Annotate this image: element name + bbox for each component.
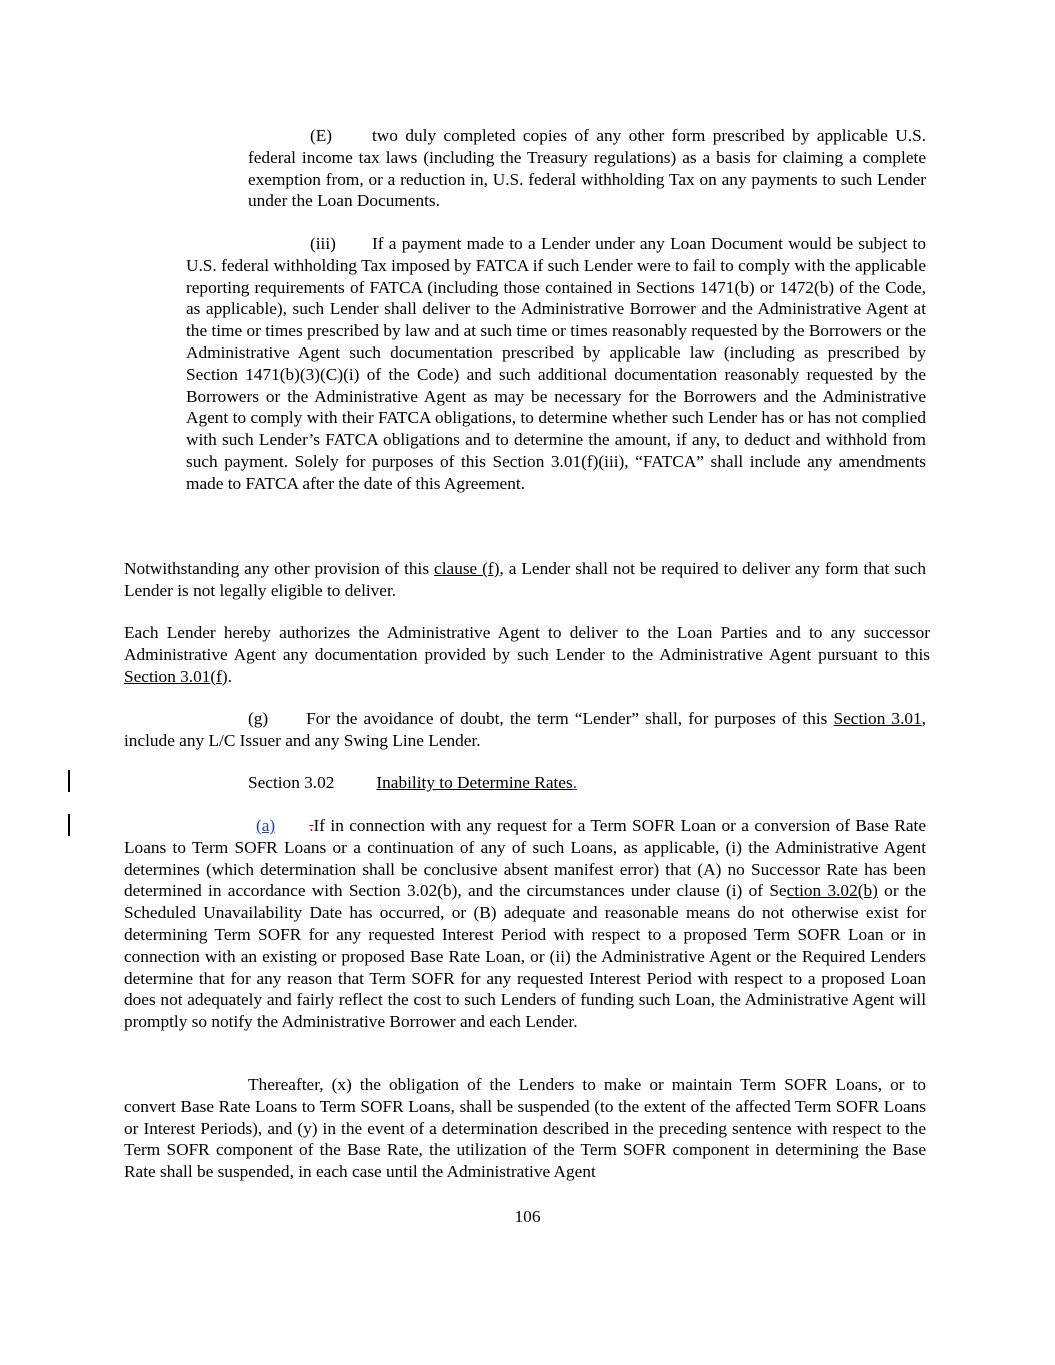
page-number: 106 bbox=[514, 1207, 541, 1226]
paragraph-e bbox=[248, 125, 926, 212]
paragraph-e-text: two duly completed copies of any other form prescribed by applicable U.S. federal income tax laws (including the Treasury regulations) as a basis for claiming a complete exemption from, or a reduction in, U.S. federal withholding Tax on any payments to such Lender under the Loan Documents. bbox=[248, 126, 926, 211]
each-lender-pre: Each Lender hereby authorizes the Administrative Agent to deliver to the Loan Parties and to any successor Administrative Agent any documentation provided by such Lender to the Administrative Agent pursuant to this bbox=[124, 623, 930, 664]
paragraph-iii bbox=[186, 233, 926, 495]
revision-bar bbox=[68, 814, 70, 836]
paragraph-notwithstanding bbox=[124, 558, 926, 602]
section-3-01-reference: Section 3.01 bbox=[833, 709, 922, 728]
paragraph-each-lender bbox=[124, 622, 930, 687]
notwithstanding-post: , a Lender shall not be required to deliver any form that such Lender is not legally eligible to deliver. bbox=[124, 559, 926, 600]
section-3-01-f-reference: Section 3.01(f) bbox=[124, 666, 228, 686]
deleted-mark: . bbox=[309, 816, 314, 835]
paragraph-iii-label: (iii) bbox=[310, 234, 336, 253]
paragraph-a-pre: If in connection with any request for a Term SOFR Loan or a conversion of Base Rate Loans to Term SOFR Loans or a continuation of any of such Loans, as applicable, (i) the Administrative Agent determines (which determination shall be conclusive absent manifest error) that (A) no Successor Rate has been determined in accordance with Section 3.02(b), and the circumstances under clause (i) of Se bbox=[124, 816, 926, 901]
paragraph-e-label: (E) bbox=[310, 126, 333, 145]
section-title-period: . bbox=[572, 773, 578, 792]
paragraph-thereafter-text: Thereafter, (x) the obligation of the Lenders to make or maintain Term SOFR Loans, or to convert Base Rate Loans to Term SOFR Loans, shall be suspended (to the extent of the affected Term SOFR Loans or Interest Periods), and (y) in the event of a determination described in the preceding sentence with respect to the Term SOFR component of the Base Rate, the utilization of the Term SOFR component in determining the Base Rate shall be suspended, in each case until the Administrative Agent bbox=[124, 1075, 926, 1182]
section-3-02-b-reference: ction 3.02(b) bbox=[786, 881, 878, 901]
section-title: Inability to Determine Rates bbox=[376, 773, 573, 792]
paragraph-thereafter bbox=[124, 1074, 926, 1183]
paragraph-iii-text: If a payment made to a Lender under any Loan Document would be subject to U.S. federal withholding Tax imposed by FATCA if such Lender were to fail to comply with the applicable reporting requirements of FATCA (including those contained in Sections 1471(b) or 1472(b) of the Code, as applicable), such Lender shall deliver to the Administrative Borrower and the Administrative Agent at the time or times prescribed by law and at such time or times reasonably requested by the Borrowers or the Administrative Agent such documentation prescribed by applicable law (including as prescribed by Section 1471(b)(3)(C)(i) of the Code) and such additional documentation reasonably requested by the Borrowers or the Administrative Agent as may be necessary for the Borrowers and the Administrative Agent to comply with their FATCA obligations, to determine whether such Lender has or has not complied with such Lender’s FATCA obligations and to determine the amount, if any, to deduct and withhold from such payment. Solely for purposes of this Section 3.01(f)(iii), “FATCA” shall include any amendments made to FATCA after the date of this Agreement. bbox=[186, 234, 926, 493]
paragraph-a-label: (a) bbox=[256, 816, 276, 835]
clause-f-reference: clause (f) bbox=[434, 559, 500, 578]
section-heading bbox=[248, 772, 848, 794]
paragraph-a-post: or the Scheduled Unavailability Date has occurred, or (B) adequate and reasonable means do not otherwise exist for determining Term SOFR for any requested Interest Period with respect to a proposed Term SOFR Loan or in connection with an existing or proposed Base Rate Loan, or (ii) the Administrative Agent or the Required Lenders determine that for any reason that Term SOFR for any requested Interest Period with respect to a proposed Loan does not adequately and fairly reflect the cost to such Lenders of funding such Loan, the Administrative Agent will promptly so notify the Administrative Borrower and each Lender. bbox=[124, 881, 926, 1032]
each-lender-post: . bbox=[227, 666, 232, 686]
paragraph-a bbox=[124, 815, 926, 1033]
section-number: Section 3.02 bbox=[248, 773, 335, 792]
revision-bar bbox=[68, 770, 70, 792]
paragraph-g-pre: For the avoidance of doubt, the term “Lender” shall, for purposes of this bbox=[306, 709, 834, 728]
notwithstanding-pre: Notwithstanding any other provision of this bbox=[124, 559, 435, 578]
paragraph-g bbox=[124, 708, 926, 752]
paragraph-g-post: , include any L/C Issuer and any Swing Line Lender. bbox=[124, 709, 926, 750]
paragraph-g-label: (g) bbox=[248, 709, 269, 728]
